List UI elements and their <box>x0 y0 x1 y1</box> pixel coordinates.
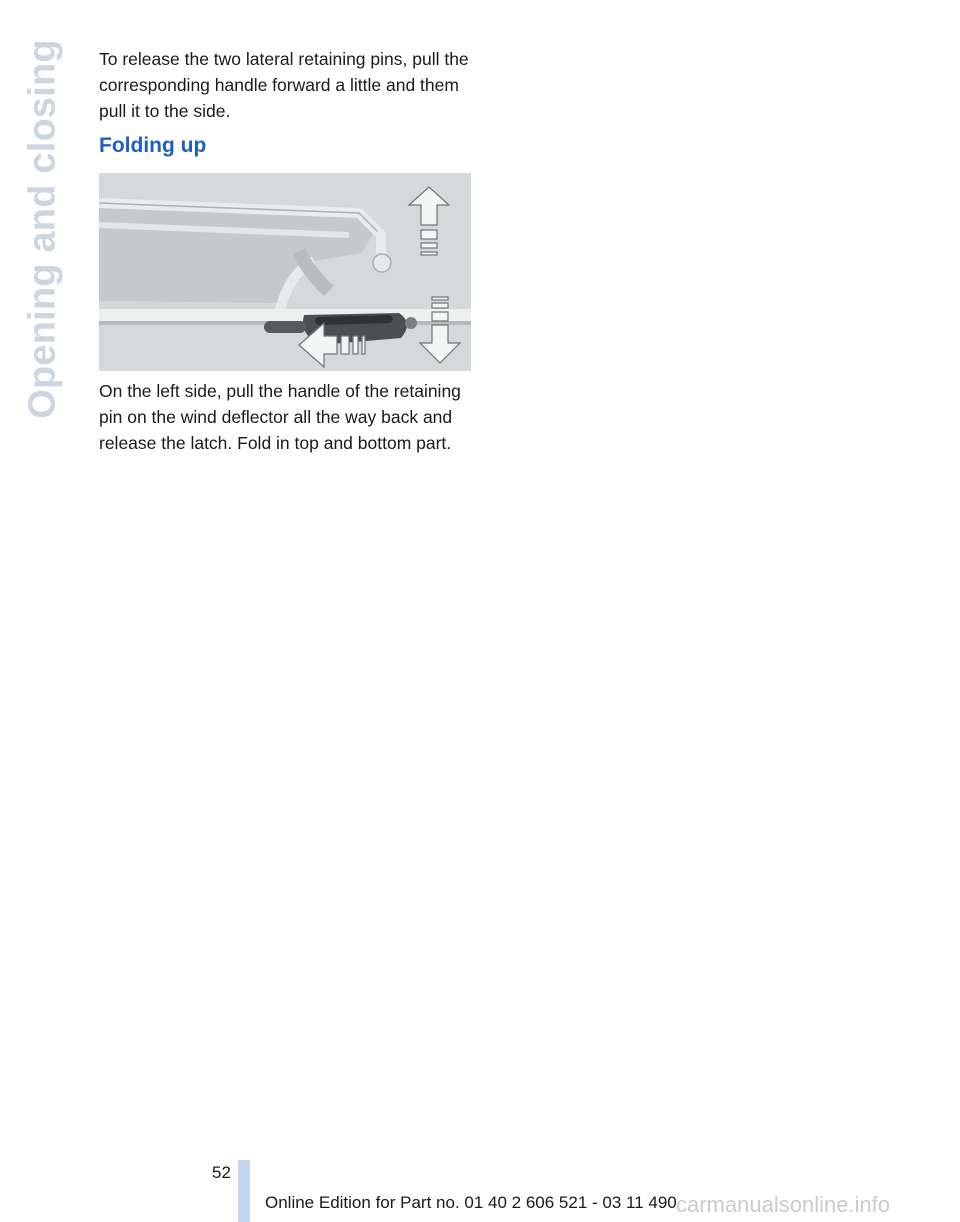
chapter-side-tab <box>18 39 68 419</box>
left-side-paragraph: On the left side, pull the handle of the retaining pin on the wind deflector all the way back and release the latch. Fold in top and bottom part. <box>99 381 461 453</box>
watermark: carmanualsonline.info <box>676 1192 891 1217</box>
footer-accent-bar <box>238 1160 250 1222</box>
edition-note: Online Edition for Part no. 01 40 2 606 521 - 03 11 490 <box>265 1193 677 1212</box>
wind-deflector-illustration <box>99 173 471 371</box>
chapter-title: Opening and closing <box>21 39 64 419</box>
section-heading: Folding up <box>99 134 207 157</box>
release-pins-paragraph: To release the two lateral retaining pins, pull the corresponding handle forward a little and them pull it to the side. <box>99 49 469 121</box>
page-number: 52 <box>212 1163 231 1182</box>
